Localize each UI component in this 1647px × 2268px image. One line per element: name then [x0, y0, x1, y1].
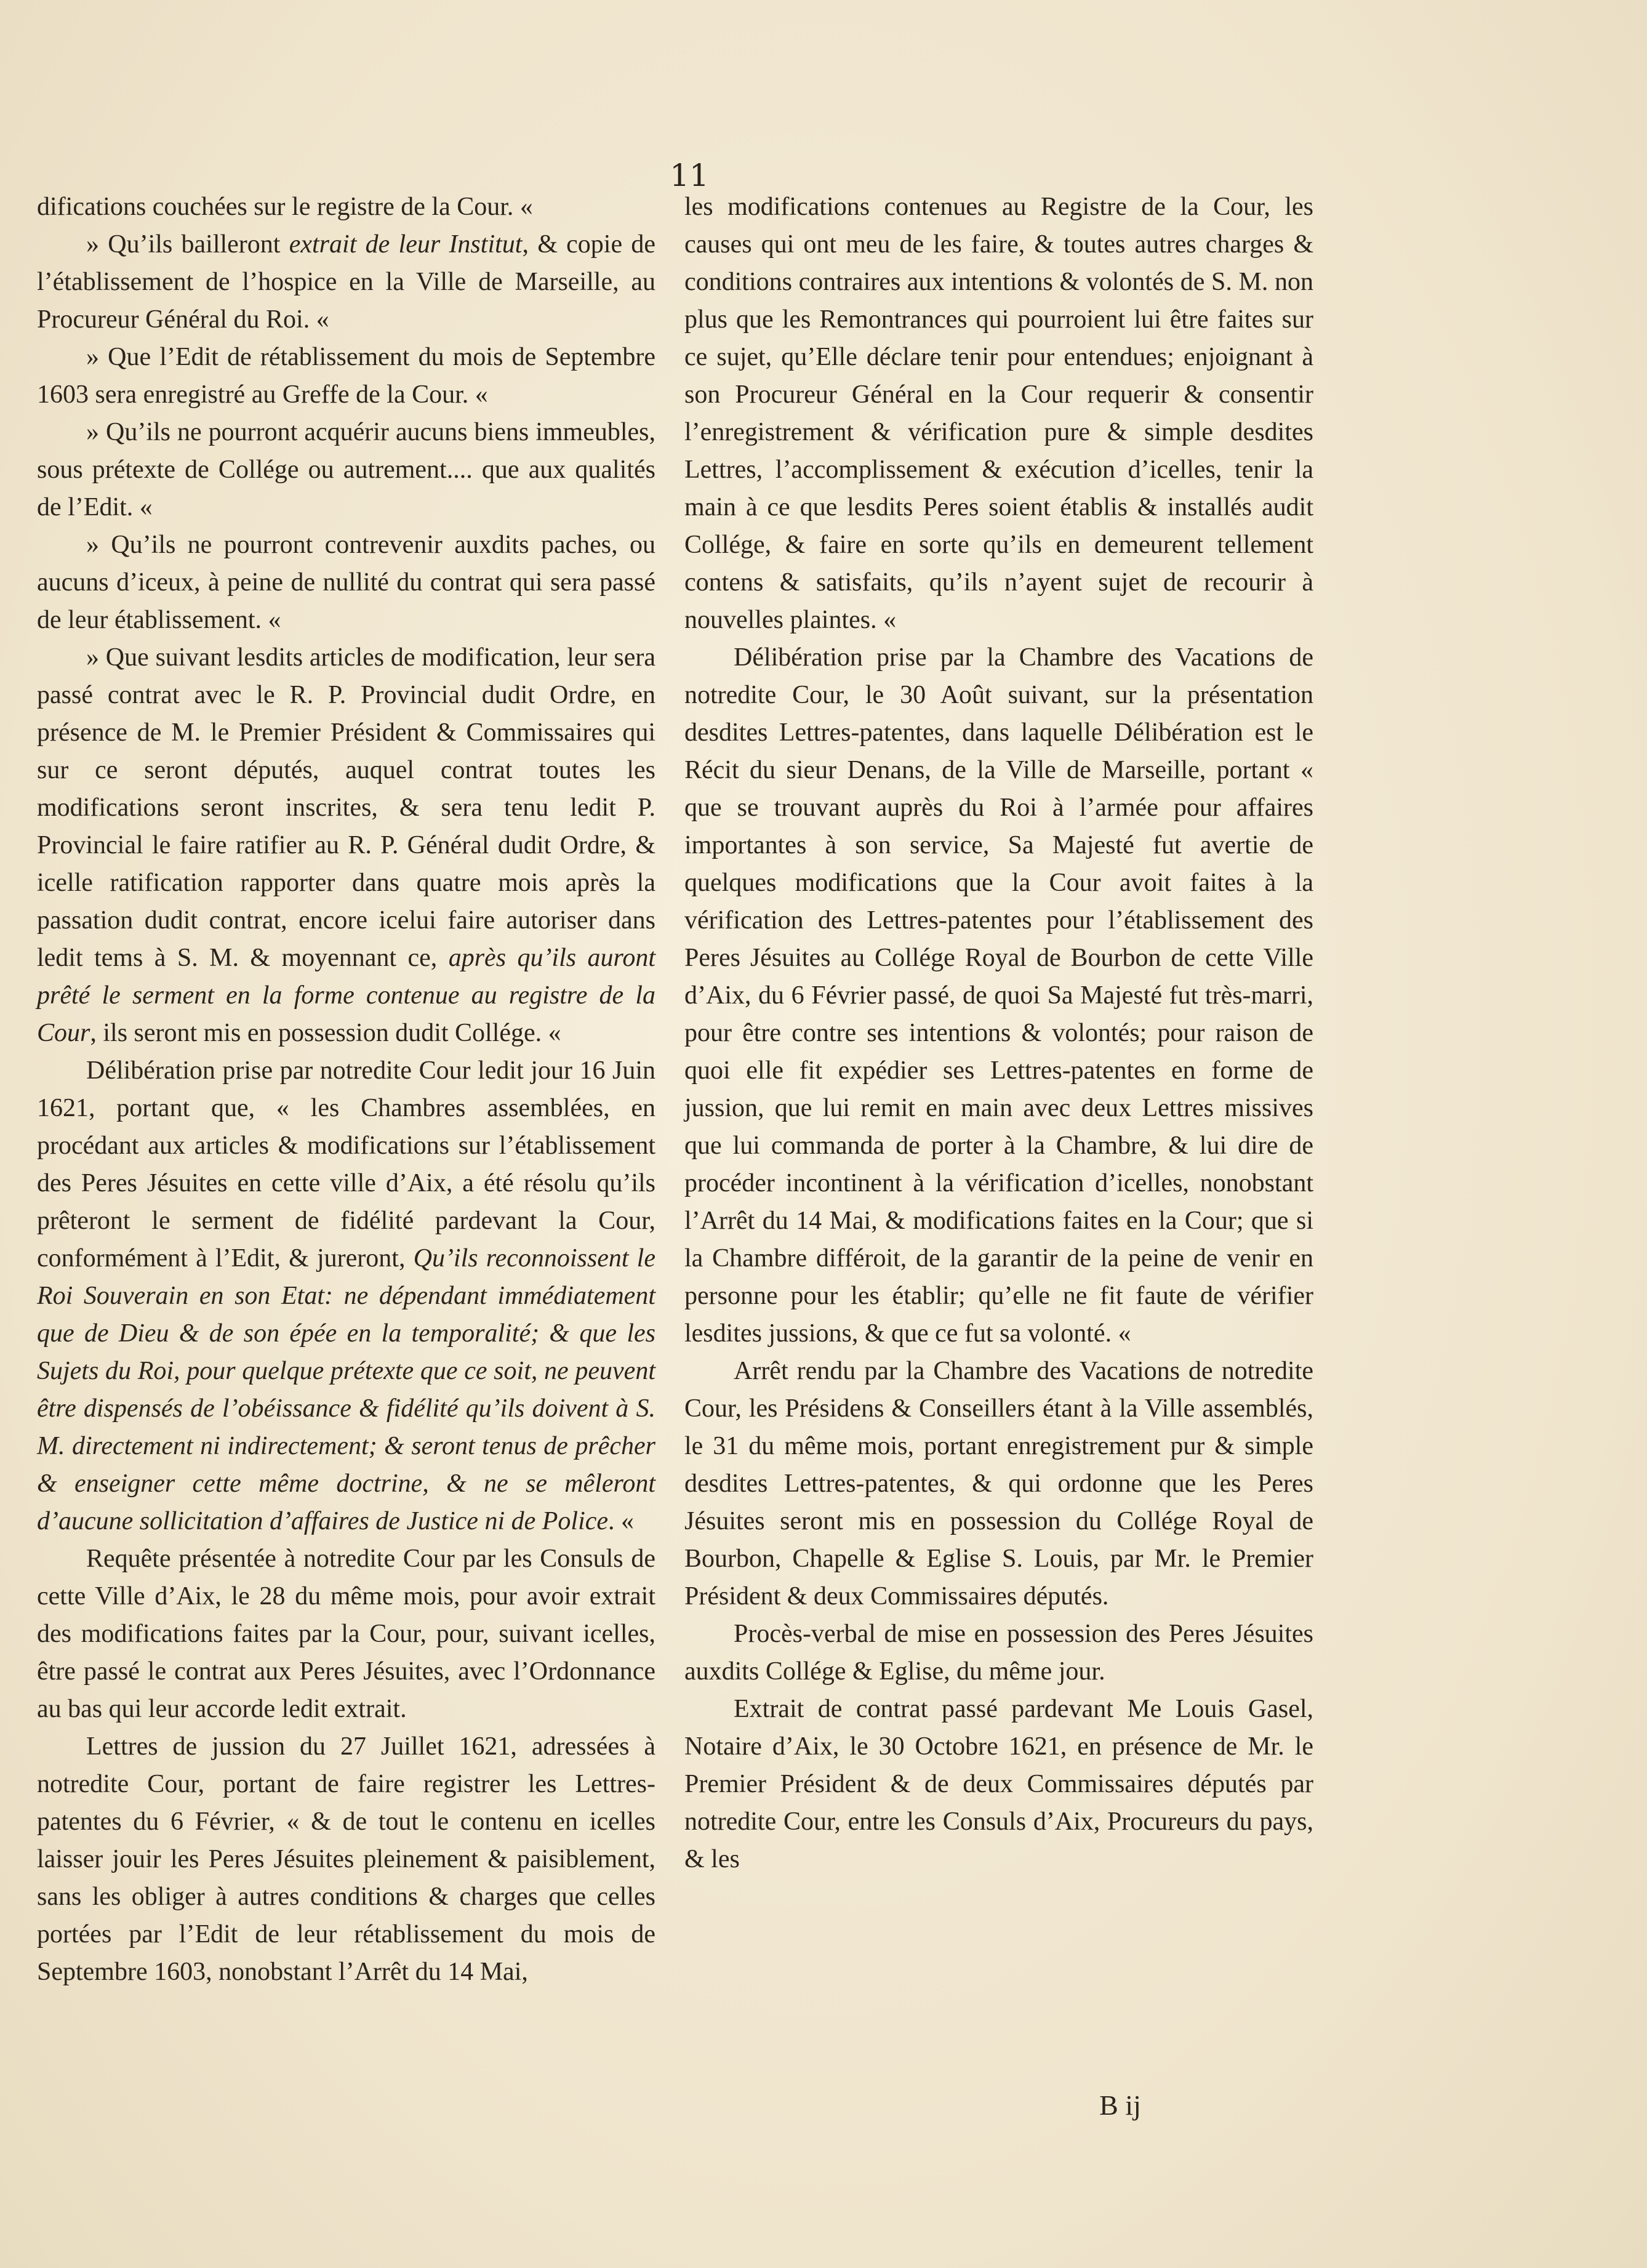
- text-run: . «: [608, 1507, 635, 1535]
- paragraph: [684, 1615, 1313, 1691]
- text-run: , & copie de l’établissement de l’hospice en la Ville de Marseille, au Procureur Général du Roi. «: [37, 230, 655, 334]
- text-run: Extrait de contrat passé pardevant Me Louis Gasel, Notaire d’Aix, le 30 Octobre 1621, en présence de Mr. le Premier Président & de deux Commissaires députés par notredite Cour, entre les Consuls d’Aix, Procureurs du pays, & les: [684, 1695, 1313, 1873]
- left-column: [37, 188, 655, 1991]
- paragraph: [684, 1691, 1313, 1878]
- paragraph: [37, 1728, 655, 1991]
- text-run: difications couchées sur le registre de la Cour. «: [37, 193, 533, 221]
- text-run: Requête présentée à notredite Cour par les Consuls de cette Ville d’Aix, le 28 du même mois, pour avoir extrait des modifications faites par la Cour, pour, suivant icelles, être passé le contrat aux Peres Jésuites, avec l’Ordonnance au bas qui leur accorde ledit extrait.: [37, 1545, 655, 1723]
- italic-text: Qu’ils reconnoissent le Roi Souverain en son Etat: ne dépendant immédiatement que de Dieu & de son épée en la temporalité; & que les Sujets du Roi, pour quelque prétexte que ce soit, ne peuvent être dispensés de l’obéissance & fidélité qu’ils doivent à S. M. directement ni indirectement; & seront tenus de prêcher & enseigner cette même doctrine, & ne se mêleront d’aucune sollicitation d’affaires de Justice ni de Police: [37, 1244, 655, 1535]
- paragraph: [37, 1540, 655, 1728]
- right-column: [684, 188, 1313, 1878]
- text-run: Lettres de jussion du 27 Juillet 1621, adressées à notredite Cour, portant de faire registrer les Lettres-patentes du 6 Février, « & de tout le contenu en icelles laisser jouir les Peres Jésuites pleinement & paisiblement, sans les obliger à autres conditions & charges que celles portées par l’Edit de leur rétablissement du mois de Septembre 1603, nonobstant l’Arrêt du 14 Mai,: [37, 1732, 655, 1986]
- text-run: » Que l’Edit de rétablissement du mois de Septembre 1603 sera enregistré au Greffe de la Cour. «: [37, 343, 655, 409]
- paragraph: [684, 188, 1313, 639]
- paragraph: [37, 526, 655, 639]
- text-run: , ils seront mis en possession dudit Collége. «: [90, 1019, 561, 1047]
- signature-mark: B ij: [1099, 2089, 1141, 2121]
- text-run: » Qu’ils bailleront: [86, 230, 289, 259]
- text-run: » Qu’ils ne pourront contrevenir auxdits paches, ou aucuns d’iceux, à peine de nullité du contrat qui sera passé de leur établissement. «: [37, 531, 655, 634]
- paragraph: [37, 188, 655, 226]
- text-run: Délibération prise par notredite Cour ledit jour 16 Juin 1621, portant que, « les Chambres assemblées, en procédant aux articles & modifications sur l’établissement des Peres Jésuites en cette ville d’Aix, a été résolu qu’ils prêteront le serment de fidélité pardevant la Cour, conformément à l’Edit, & jureront,: [37, 1056, 655, 1273]
- paragraph: [37, 226, 655, 339]
- text-run: Délibération prise par la Chambre des Vacations de notredite Cour, le 30 Août suivant, sur la présentation desdites Lettres-patentes, dans laquelle Délibération est le Récit du sieur Denans, de la Ville de Marseille, portant « que se trouvant auprès du Roi à l’armée pour affaires importantes à son service, Sa Majesté fut avertie de quelques modifications que la Cour avoit faites à la vérification des Lettres-patentes pour l’établissement des Peres Jésuites au Collége Royal de Bourbon de cette Ville d’Aix, du 6 Février passé, de quoi Sa Majesté fut très-marri, pour être contre ses intentions & volontés; pour raison de quoi elle fit expédier ses Lettres-patentes en forme de jussion, que lui remit en main avec deux Lettres missives que lui commanda de porter à la Chambre, & lui dire de procéder incontinent à la vérification d’icelles, nonobstant l’Arrêt du 14 Mai, & modifications faites en la Cour; que si la Chambre différoit, de la garantir de la peine de venir en personne pour les établir; qu’elle ne fit faute de vérifier lesdites jussions, & que ce fut sa volonté. «: [684, 643, 1313, 1348]
- text-run: Procès-verbal de mise en possession des Peres Jésuites auxdits Collége & Eglise, du même jour.: [684, 1620, 1313, 1686]
- text-run: » Qu’ils ne pourront acquérir aucuns biens immeubles, sous prétexte de Collége ou autrement.... que aux qualités de l’Edit. «: [37, 418, 655, 521]
- paragraph: [684, 639, 1313, 1353]
- paragraph: [684, 1353, 1313, 1615]
- italic-text: extrait de leur Institut: [289, 230, 523, 259]
- italic-text: après qu’ils auront prêté le serment en la forme contenue au registre de la Cour: [37, 944, 655, 1047]
- paragraph: [37, 1052, 655, 1540]
- paragraph: [37, 414, 655, 526]
- text-run: » Que suivant lesdits articles de modification, leur sera passé contrat avec le R. P. Provincial dudit Ordre, en présence de M. le Premier Président & Commissaires qui sur ce seront députés, auquel contrat toutes les modifications seront inscrites, & sera tenu ledit P. Provincial le faire ratifier au R. P. Général dudit Ordre, & icelle ratification rapporter dans quatre mois après la passation dudit contrat, encore icelui faire autoriser dans ledit tems à S. M. & moyennant ce,: [37, 643, 655, 972]
- paragraph: [37, 639, 655, 1052]
- text-run: Arrêt rendu par la Chambre des Vacations de notredite Cour, les Présidens & Conseillers étant à la Ville assemblés, le 31 du même mois, portant enregistrement pur & simple desdites Lettres-patentes, & qui ordonne que les Peres Jésuites seront mis en possession du Collége Royal de Bourbon, Chapelle & Eglise S. Louis, par Mr. le Premier Président & deux Commissaires députés.: [684, 1357, 1313, 1611]
- page-number: 11: [670, 158, 709, 193]
- text-run: les modifications contenues au Registre de la Cour, les causes qui ont meu de les faire, & toutes autres charges & conditions contraires aux intentions & volontés de S. M. non plus que les Remontrances qui pourroient lui être faites sur ce sujet, qu’Elle déclare tenir pour entendues; enjoignant à son Procureur Général en la Cour requerir & consentir l’enregistrement & vérification pure & simple desdites Lettres, l’accomplissement & exécution d’icelles, tenir la main à ce que lesdits Peres soient établis & installés audit Collége, & faire en sorte qu’ils en demeurent tellement contens & satisfaits, qu’ils n’ayent sujet de recourir à nouvelles plaintes. «: [684, 193, 1313, 634]
- paragraph: [37, 339, 655, 414]
